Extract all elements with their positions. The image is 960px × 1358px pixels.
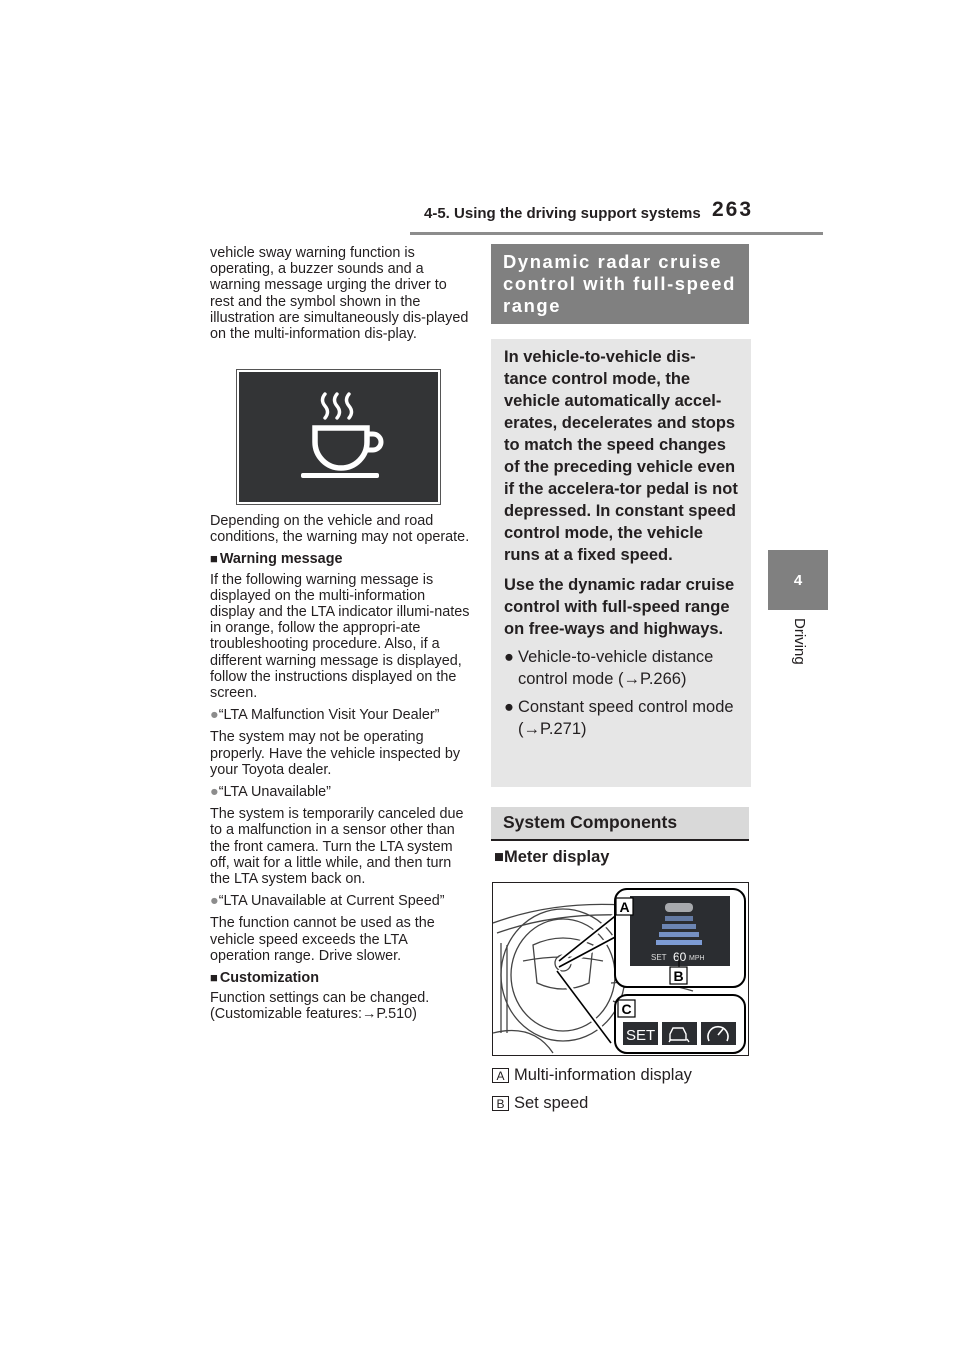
arrow-icon: → (623, 670, 640, 688)
msg2-title: ●“LTA Unavailable” (210, 784, 331, 801)
msg1-text: The system may not be operating properly. Have the vehicle inspected by your Toyota dealer. (210, 729, 461, 778)
circle-bullet-icon: ● (210, 707, 219, 724)
customization-text: Function settings can be changed. (Customizable features:→P.510) (210, 990, 430, 1023)
vehicle-distance-indicator-icon (662, 1022, 697, 1045)
square-bullet-icon: ■ (210, 551, 218, 567)
callout-a: A (619, 899, 630, 915)
note-text: Depending on the vehicle and road conditions, the warning may not operate. (210, 513, 470, 546)
page-ref-link[interactable]: P.266) (639, 670, 687, 688)
set-label-small: SET (651, 953, 667, 962)
msg3-title: ●“LTA Unavailable at Current Speed” (210, 893, 445, 910)
system-components-heading: System Components (491, 807, 749, 839)
mode-item-1: ● Vehicle-to-vehicle distance control mode (→P.266) (504, 648, 714, 688)
mode-item-2: ● Constant speed control mode (→P.271) (504, 698, 734, 738)
legend-item-b (492, 1094, 588, 1113)
arrow-icon: → (523, 720, 540, 738)
summary-text-2: Use the dynamic radar cruise control with full-speed range on free-ways and highways. (504, 576, 735, 638)
circle-bullet-icon: ● (210, 893, 219, 910)
speed-unit: MPH (689, 955, 705, 962)
page-number: 263 (712, 198, 754, 221)
square-bullet-icon: ■ (210, 970, 218, 986)
circle-bullet-icon: ● (504, 648, 514, 666)
section-title: 4-5. Using the driving support systems (424, 205, 701, 222)
set-indicator: SET (626, 1027, 656, 1044)
legend-item-a (492, 1066, 692, 1085)
meter-display-heading: ■Meter display (494, 848, 610, 866)
legend-text-a: Multi-information display (514, 1066, 692, 1084)
page-ref-link[interactable]: P.510) (376, 1006, 417, 1023)
legend-key-a: A (492, 1068, 509, 1083)
warning-text: If the following warning message is displayed on the multi-information display and the LTA indicator illumi-nates in orange, follow the appropri-ate troubleshooting procedure. Also, if a different warning message is displayed, follow the instructions displayed on the screen. (210, 571, 470, 702)
header-rule (410, 232, 823, 235)
legend-key-b: B (492, 1096, 509, 1111)
msg1-title: ●“LTA Malfunction Visit Your Dealer” (210, 707, 440, 724)
summary-text-1: In vehicle-to-vehicle dis-tance control mode, the vehicle automatically accel-erates, decelerates and stops to match the speed changes of the preceding vehicle even if the accelera-tor pedal is not depressed. In constant speed control mode, the vehicle runs at a fixed speed. (504, 348, 738, 564)
chapter-label: Driving (791, 618, 808, 665)
msg3-text: The function cannot be used as the vehicle speed exceeds the LTA operation range. Drive slower. (210, 915, 435, 964)
note-block (210, 513, 470, 1023)
customization-heading: ■ Customization (210, 970, 319, 987)
warning-heading: ■ Warning message (210, 551, 343, 568)
chapter-tab: 4 (768, 550, 828, 610)
intro-paragraph (210, 245, 470, 342)
msg2-text: The system is temporarily canceled due to a malfunction in a sensor other than the front camera. Turn the LTA system off, wait for a little while, and then turn the LTA system back on. (210, 806, 464, 888)
set-speed-value: 60 (673, 950, 687, 964)
circle-bullet-icon: ● (210, 784, 219, 801)
callout-c: C (621, 1001, 632, 1017)
arrow-icon: → (361, 1006, 377, 1023)
intro-text: vehicle sway warning function is operating, a buzzer sounds and a warning message urging the driver to rest and the symbol shown in the illustration are simultaneously dis-played on the multi-information dis-play. (210, 245, 469, 343)
coffee-illustration (236, 369, 441, 505)
summary-box (491, 339, 751, 787)
legend-text-b: Set speed (514, 1094, 589, 1112)
coffee-cup-icon (239, 372, 438, 502)
meter-display-figure (492, 882, 749, 1056)
callout-b: B (673, 968, 684, 984)
circle-bullet-icon: ● (504, 698, 514, 716)
heading-rule (491, 839, 749, 841)
section-heading-box: Dynamic radar cruise control with full-speed range (491, 244, 749, 324)
page-ref-link[interactable]: P.271) (540, 720, 587, 738)
square-bullet-icon: ■ (494, 848, 504, 866)
